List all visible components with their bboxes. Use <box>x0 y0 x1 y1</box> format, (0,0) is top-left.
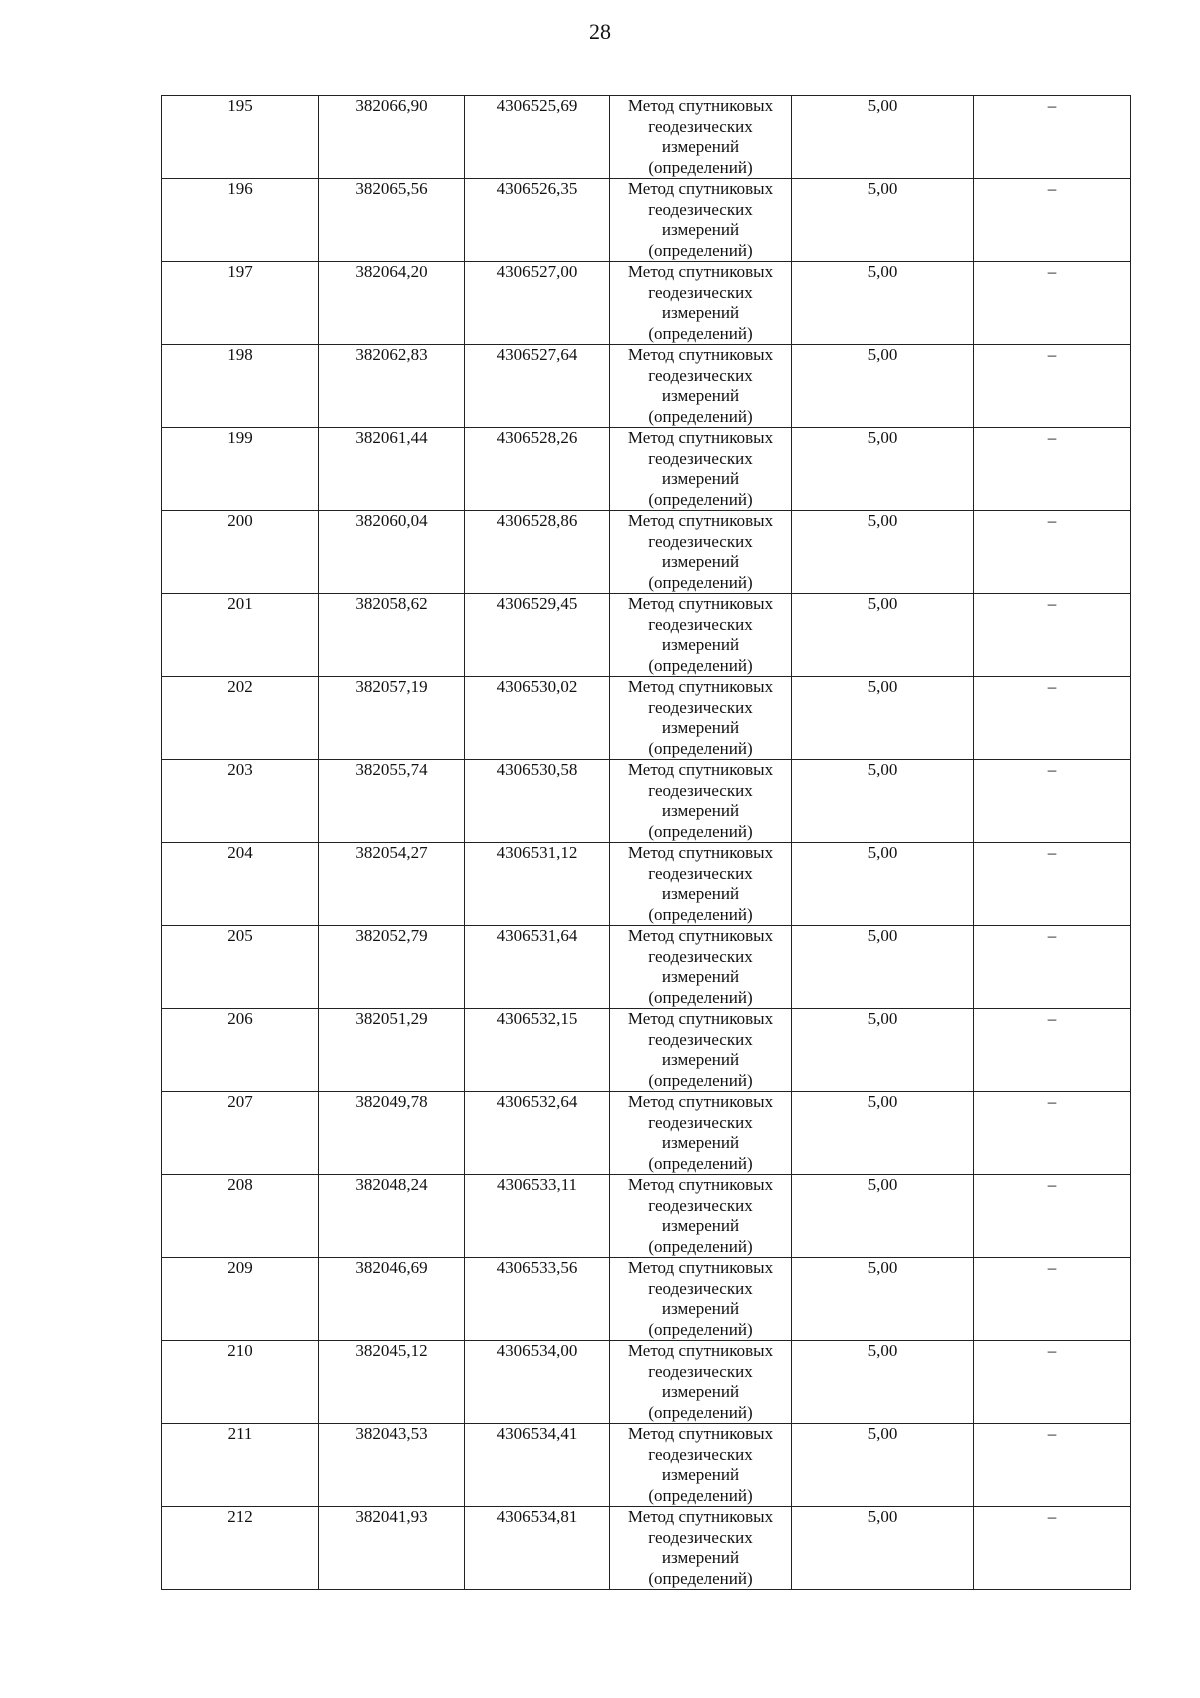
point-number-cell: 206 <box>162 1009 319 1092</box>
point-number-cell: 201 <box>162 594 319 677</box>
note-cell: – <box>974 345 1131 428</box>
x-coordinate-cell: 382051,29 <box>319 1009 465 1092</box>
accuracy-cell: 5,00 <box>792 345 974 428</box>
accuracy-cell: 5,00 <box>792 1424 974 1507</box>
note-cell: – <box>974 428 1131 511</box>
method-cell: Метод спутниковых геодезических измерений (определений) <box>610 1424 792 1507</box>
x-coordinate-cell: 382045,12 <box>319 1341 465 1424</box>
note-cell: – <box>974 96 1131 179</box>
y-coordinate-cell: 4306533,11 <box>465 1175 610 1258</box>
method-cell: Метод спутниковых геодезических измерений (определений) <box>610 262 792 345</box>
x-coordinate-cell: 382046,69 <box>319 1258 465 1341</box>
coordinates-table <box>161 95 1131 1590</box>
table-row <box>162 262 1131 345</box>
table-row <box>162 594 1131 677</box>
method-cell: Метод спутниковых геодезических измерений (определений) <box>610 1507 792 1590</box>
y-coordinate-cell: 4306534,81 <box>465 1507 610 1590</box>
method-cell: Метод спутниковых геодезических измерений (определений) <box>610 1009 792 1092</box>
y-coordinate-cell: 4306534,00 <box>465 1341 610 1424</box>
x-coordinate-cell: 382058,62 <box>319 594 465 677</box>
point-number-cell: 204 <box>162 843 319 926</box>
accuracy-cell: 5,00 <box>792 96 974 179</box>
point-number-cell: 202 <box>162 677 319 760</box>
note-cell: – <box>974 677 1131 760</box>
table-row <box>162 843 1131 926</box>
x-coordinate-cell: 382054,27 <box>319 843 465 926</box>
x-coordinate-cell: 382041,93 <box>319 1507 465 1590</box>
point-number-cell: 210 <box>162 1341 319 1424</box>
table-row <box>162 511 1131 594</box>
accuracy-cell: 5,00 <box>792 594 974 677</box>
table-row <box>162 96 1131 179</box>
y-coordinate-cell: 4306528,26 <box>465 428 610 511</box>
method-cell: Метод спутниковых геодезических измерений (определений) <box>610 843 792 926</box>
note-cell: – <box>974 594 1131 677</box>
method-cell: Метод спутниковых геодезических измерений (определений) <box>610 1092 792 1175</box>
x-coordinate-cell: 382043,53 <box>319 1424 465 1507</box>
x-coordinate-cell: 382064,20 <box>319 262 465 345</box>
method-cell: Метод спутниковых геодезических измерений (определений) <box>610 428 792 511</box>
note-cell: – <box>974 1175 1131 1258</box>
method-cell: Метод спутниковых геодезических измерений (определений) <box>610 677 792 760</box>
accuracy-cell: 5,00 <box>792 511 974 594</box>
table-row <box>162 926 1131 1009</box>
accuracy-cell: 5,00 <box>792 926 974 1009</box>
x-coordinate-cell: 382049,78 <box>319 1092 465 1175</box>
accuracy-cell: 5,00 <box>792 262 974 345</box>
table-row <box>162 1175 1131 1258</box>
x-coordinate-cell: 382066,90 <box>319 96 465 179</box>
accuracy-cell: 5,00 <box>792 1175 974 1258</box>
method-cell: Метод спутниковых геодезических измерений (определений) <box>610 1341 792 1424</box>
method-cell: Метод спутниковых геодезических измерений (определений) <box>610 1175 792 1258</box>
accuracy-cell: 5,00 <box>792 179 974 262</box>
accuracy-cell: 5,00 <box>792 1258 974 1341</box>
table-row <box>162 179 1131 262</box>
y-coordinate-cell: 4306530,58 <box>465 760 610 843</box>
table-row <box>162 428 1131 511</box>
point-number-cell: 208 <box>162 1175 319 1258</box>
point-number-cell: 200 <box>162 511 319 594</box>
y-coordinate-cell: 4306533,56 <box>465 1258 610 1341</box>
y-coordinate-cell: 4306531,12 <box>465 843 610 926</box>
note-cell: – <box>974 1507 1131 1590</box>
note-cell: – <box>974 926 1131 1009</box>
accuracy-cell: 5,00 <box>792 843 974 926</box>
note-cell: – <box>974 1258 1131 1341</box>
table-row <box>162 1507 1131 1590</box>
method-cell: Метод спутниковых геодезических измерений (определений) <box>610 594 792 677</box>
y-coordinate-cell: 4306529,45 <box>465 594 610 677</box>
method-cell: Метод спутниковых геодезических измерений (определений) <box>610 179 792 262</box>
y-coordinate-cell: 4306527,00 <box>465 262 610 345</box>
method-cell: Метод спутниковых геодезических измерений (определений) <box>610 345 792 428</box>
x-coordinate-cell: 382065,56 <box>319 179 465 262</box>
table-row <box>162 760 1131 843</box>
accuracy-cell: 5,00 <box>792 1009 974 1092</box>
y-coordinate-cell: 4306534,41 <box>465 1424 610 1507</box>
table-row <box>162 1424 1131 1507</box>
method-cell: Метод спутниковых геодезических измерений (определений) <box>610 96 792 179</box>
accuracy-cell: 5,00 <box>792 1092 974 1175</box>
note-cell: – <box>974 262 1131 345</box>
method-cell: Метод спутниковых геодезических измерений (определений) <box>610 926 792 1009</box>
accuracy-cell: 5,00 <box>792 760 974 843</box>
y-coordinate-cell: 4306527,64 <box>465 345 610 428</box>
accuracy-cell: 5,00 <box>792 428 974 511</box>
method-cell: Метод спутниковых геодезических измерений (определений) <box>610 1258 792 1341</box>
coordinates-table-body <box>162 96 1131 1590</box>
point-number-cell: 203 <box>162 760 319 843</box>
method-cell: Метод спутниковых геодезических измерений (определений) <box>610 511 792 594</box>
note-cell: – <box>974 179 1131 262</box>
note-cell: – <box>974 1424 1131 1507</box>
point-number-cell: 207 <box>162 1092 319 1175</box>
y-coordinate-cell: 4306528,86 <box>465 511 610 594</box>
accuracy-cell: 5,00 <box>792 677 974 760</box>
point-number-cell: 211 <box>162 1424 319 1507</box>
table-row <box>162 345 1131 428</box>
y-coordinate-cell: 4306526,35 <box>465 179 610 262</box>
point-number-cell: 198 <box>162 345 319 428</box>
note-cell: – <box>974 843 1131 926</box>
accuracy-cell: 5,00 <box>792 1341 974 1424</box>
point-number-cell: 195 <box>162 96 319 179</box>
point-number-cell: 199 <box>162 428 319 511</box>
x-coordinate-cell: 382052,79 <box>319 926 465 1009</box>
accuracy-cell: 5,00 <box>792 1507 974 1590</box>
page-number: 28 <box>589 19 611 44</box>
note-cell: – <box>974 760 1131 843</box>
x-coordinate-cell: 382057,19 <box>319 677 465 760</box>
y-coordinate-cell: 4306532,15 <box>465 1009 610 1092</box>
x-coordinate-cell: 382061,44 <box>319 428 465 511</box>
y-coordinate-cell: 4306530,02 <box>465 677 610 760</box>
x-coordinate-cell: 382048,24 <box>319 1175 465 1258</box>
y-coordinate-cell: 4306525,69 <box>465 96 610 179</box>
table-row <box>162 1258 1131 1341</box>
x-coordinate-cell: 382060,04 <box>319 511 465 594</box>
point-number-cell: 196 <box>162 179 319 262</box>
point-number-cell: 205 <box>162 926 319 1009</box>
table-row <box>162 1341 1131 1424</box>
x-coordinate-cell: 382062,83 <box>319 345 465 428</box>
table-row <box>162 1009 1131 1092</box>
y-coordinate-cell: 4306532,64 <box>465 1092 610 1175</box>
y-coordinate-cell: 4306531,64 <box>465 926 610 1009</box>
note-cell: – <box>974 511 1131 594</box>
table-row <box>162 1092 1131 1175</box>
point-number-cell: 209 <box>162 1258 319 1341</box>
point-number-cell: 212 <box>162 1507 319 1590</box>
note-cell: – <box>974 1009 1131 1092</box>
x-coordinate-cell: 382055,74 <box>319 760 465 843</box>
note-cell: – <box>974 1341 1131 1424</box>
note-cell: – <box>974 1092 1131 1175</box>
table-row <box>162 677 1131 760</box>
point-number-cell: 197 <box>162 262 319 345</box>
method-cell: Метод спутниковых геодезических измерений (определений) <box>610 760 792 843</box>
